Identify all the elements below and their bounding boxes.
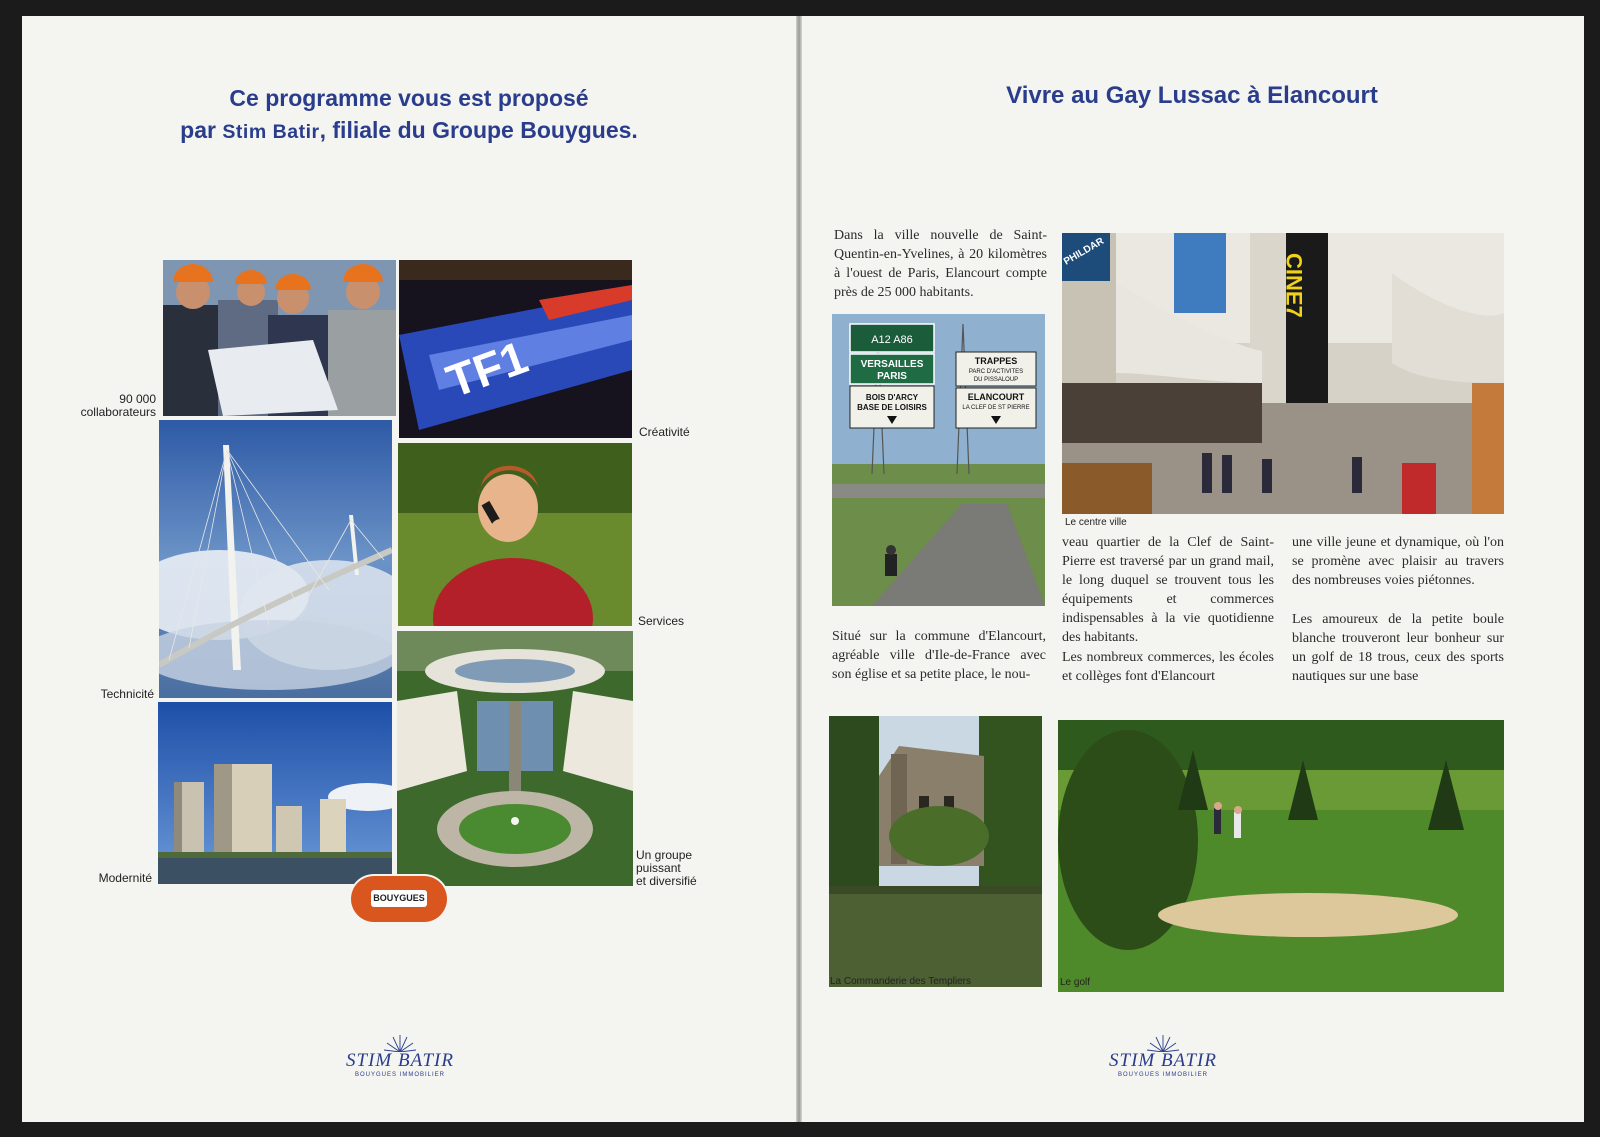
title-line-2-post: , filiale du Groupe Bouygues. (319, 117, 638, 143)
title-brand: Stim Batir (222, 121, 320, 143)
title-line-2-pre: par (180, 117, 223, 143)
stim-batir-logo-left (340, 1034, 460, 1084)
sign-clef-st-pierre: LA CLEF DE ST PIERRE (962, 405, 1030, 411)
sign-bois-darcy: BOIS D'ARCY (865, 393, 919, 402)
col2-paragraph-a: veau quartier de la Clef de Saint-Pierre est traversé par un grand mail, le long duquel se trouvent tous les équipements et commerces indispensables à la vie quotidienne des habitants. (1062, 535, 1274, 645)
photo-engineers (163, 260, 396, 416)
photo-commanderie (829, 716, 1042, 987)
caption-creativity: Créativité (639, 425, 690, 439)
caption-collaborators: 90 000 collaborateurs (80, 392, 156, 419)
caption-services: Services (638, 614, 685, 628)
photo-headquarters (397, 631, 633, 886)
cinema-sign-text: CINE7 (1281, 253, 1307, 318)
intro-paragraph: Dans la ville nouvelle de Saint-Quentin-en-Yvelines, à 20 kilomètres à l'ouest de Paris, Elancourt compte près de 25 000 habitants. (834, 228, 1047, 300)
left-page-title (82, 82, 736, 148)
logo-subtitle: BOUYGUES IMMOBILIER (354, 1072, 445, 1078)
sign-parc-activites: PARC D'ACTIVITES (968, 369, 1024, 375)
photo-motorway (832, 314, 1045, 606)
logo-brand: STIM BATIR (346, 1050, 454, 1071)
photo-golf (1058, 720, 1504, 992)
col3-paragraph-a: une ville jeune et dynamique, où l'on se promène avec plaisir au travers des nombreuses voies piétonnes. (1292, 535, 1504, 588)
bouygues-badge (351, 876, 447, 922)
title-line-1: Ce programme vous est proposé (229, 85, 589, 111)
caption-modernity: Modernité (98, 871, 152, 885)
sign-motorway-text: A12 A86 (871, 334, 913, 346)
sign-elancourt: ELANCOURT (967, 392, 1025, 402)
logo-subtitle: BOUYGUES IMMOBILIER (1117, 1072, 1208, 1078)
sign-trappes: TRAPPES (974, 356, 1018, 366)
caption-technicity: Technicité (100, 687, 154, 701)
stim-batir-logo-right (1103, 1034, 1223, 1084)
caption-golf: Le golf (1060, 977, 1091, 988)
caption-group: Un groupe puissant et diversifié (636, 848, 697, 888)
photo-towers (158, 702, 392, 884)
sign-base-loisirs: BASE DE LOISIRS (857, 403, 927, 412)
tv-logo-text: TF1 (439, 330, 535, 408)
shop-sign-text: PHILDAR (1062, 235, 1106, 268)
col2-paragraph-b: Les nombreux commerces, les écoles et collèges font d'Elancourt (1062, 650, 1274, 684)
right-page (802, 16, 1584, 1122)
col3-paragraph-b: Les amoureux de la petite boule blanche trouveront leur bonheur sur un golf de 18 trous, ceux des sports nautiques sur une base (1292, 612, 1504, 684)
photo-tv-studio (399, 260, 632, 438)
photo-bridge (159, 420, 392, 698)
right-page-title: Vivre au Gay Lussac à Elancourt (1006, 82, 1378, 109)
left-page (22, 16, 796, 1122)
sign-paris: PARIS (877, 371, 907, 382)
caption-centre-ville: Le centre ville (1065, 517, 1127, 528)
caption-commanderie: La Commanderie des Templiers (830, 976, 971, 987)
photo-boy-phone (398, 443, 632, 626)
photo-city-centre (1062, 233, 1504, 514)
bouygues-badge-text: BOUYGUES (371, 890, 427, 907)
sign-pissaloup: DU PISSALOUP (973, 377, 1019, 383)
col1-paragraph: Situé sur la commune d'Elancourt, agréable ville d'Ile-de-France avec son église et sa petite place, le nou- (832, 629, 1046, 682)
sign-versailles: VERSAILLES (860, 359, 924, 370)
logo-brand: STIM BATIR (1109, 1050, 1217, 1071)
